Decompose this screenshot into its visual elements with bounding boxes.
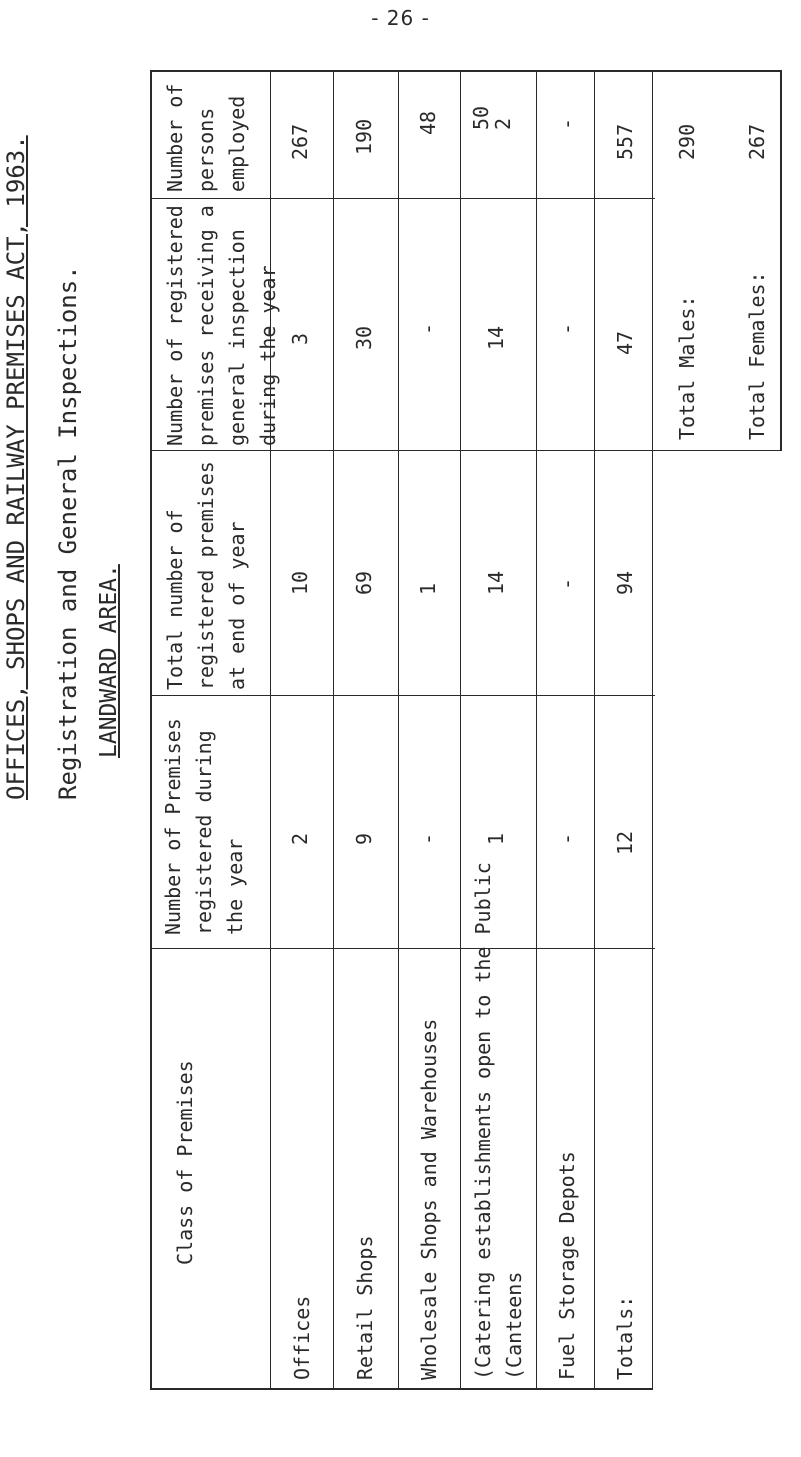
header-persons-employed: Number of persons employed: [163, 83, 249, 192]
totals-total-registered: 94: [613, 570, 637, 595]
col-divider-3: [150, 695, 655, 696]
header-inspected: Number of registered premises receiving a general inspection during the year: [163, 205, 280, 446]
table-right-border: [780, 70, 782, 450]
row-offices-class: Offices: [290, 1295, 314, 1380]
total-males-value: 290: [675, 123, 699, 160]
offices-registered-during-year: 2: [288, 832, 312, 845]
row-divider-5: [536, 72, 537, 1390]
offices-total-registered: 10: [288, 570, 312, 595]
fuel-total-registered: -: [555, 577, 579, 590]
totals-persons-employed: 557: [613, 123, 637, 160]
wholesale-total-registered: 1: [416, 582, 440, 595]
offices-inspected: 3: [288, 332, 312, 345]
retail-registered-during-year: 9: [352, 832, 376, 845]
row-divider-3: [398, 72, 399, 1390]
catering-persons-employed: 50 2: [469, 105, 515, 130]
fuel-persons-employed: -: [555, 117, 579, 130]
area-title: LANDWARD AREA.: [96, 564, 122, 758]
wholesale-inspected: -: [416, 322, 440, 335]
table-left-border: [150, 70, 152, 1390]
fuel-registered-during-year: -: [555, 832, 579, 845]
header-total-registered: Total number of registered premises at end of year: [163, 461, 249, 690]
row-fuel-class: Fuel Storage Depots: [555, 1151, 579, 1380]
act-title: OFFICES, SHOPS AND RAILWAY PREMISES ACT, 1963.: [2, 135, 30, 800]
catering-total-registered: 14: [484, 570, 508, 595]
col-divider-1: [150, 198, 655, 199]
retail-persons-employed: 190: [352, 118, 376, 155]
row-divider-2: [333, 72, 334, 1390]
header-class: Class of Premises: [173, 1060, 197, 1265]
total-females-label: Total Females:: [745, 271, 769, 440]
totals-registered-during-year: 12: [613, 830, 637, 855]
page-number: - 26 -: [371, 6, 430, 30]
total-males-label: Total Males:: [675, 295, 699, 440]
col-divider-2: [150, 450, 782, 451]
offices-persons-employed: 267: [288, 123, 312, 160]
catering-registered-during-year: 1: [484, 832, 508, 845]
totals-inspected: 47: [613, 330, 637, 355]
wholesale-registered-during-year: -: [416, 832, 440, 845]
fuel-inspected: -: [555, 322, 579, 335]
row-divider-7: [652, 72, 653, 1390]
section-title: Registration and General Inspections.: [54, 265, 82, 800]
table-top-border: [150, 70, 782, 72]
wholesale-persons-employed: 48: [416, 110, 440, 135]
table-bottom-border: [150, 1388, 652, 1390]
retail-inspected: 30: [352, 325, 376, 350]
col-divider-4: [150, 948, 655, 949]
total-females-value: 267: [745, 123, 769, 160]
row-totals-class: Totals:: [613, 1295, 637, 1380]
row-wholesale-class: Wholesale Shops and Warehouses: [417, 1018, 441, 1380]
catering-inspected: 14: [484, 325, 508, 350]
retail-total-registered: 69: [352, 570, 376, 595]
header-registered-during-year: Number of Premises registered during the year: [161, 718, 247, 935]
row-divider-6: [594, 72, 595, 1390]
row-catering-class: (Catering establishments open to the Public (Canteens: [471, 862, 526, 1380]
row-divider-4: [460, 72, 461, 1390]
row-retail-class: Retail Shops: [353, 1235, 377, 1380]
